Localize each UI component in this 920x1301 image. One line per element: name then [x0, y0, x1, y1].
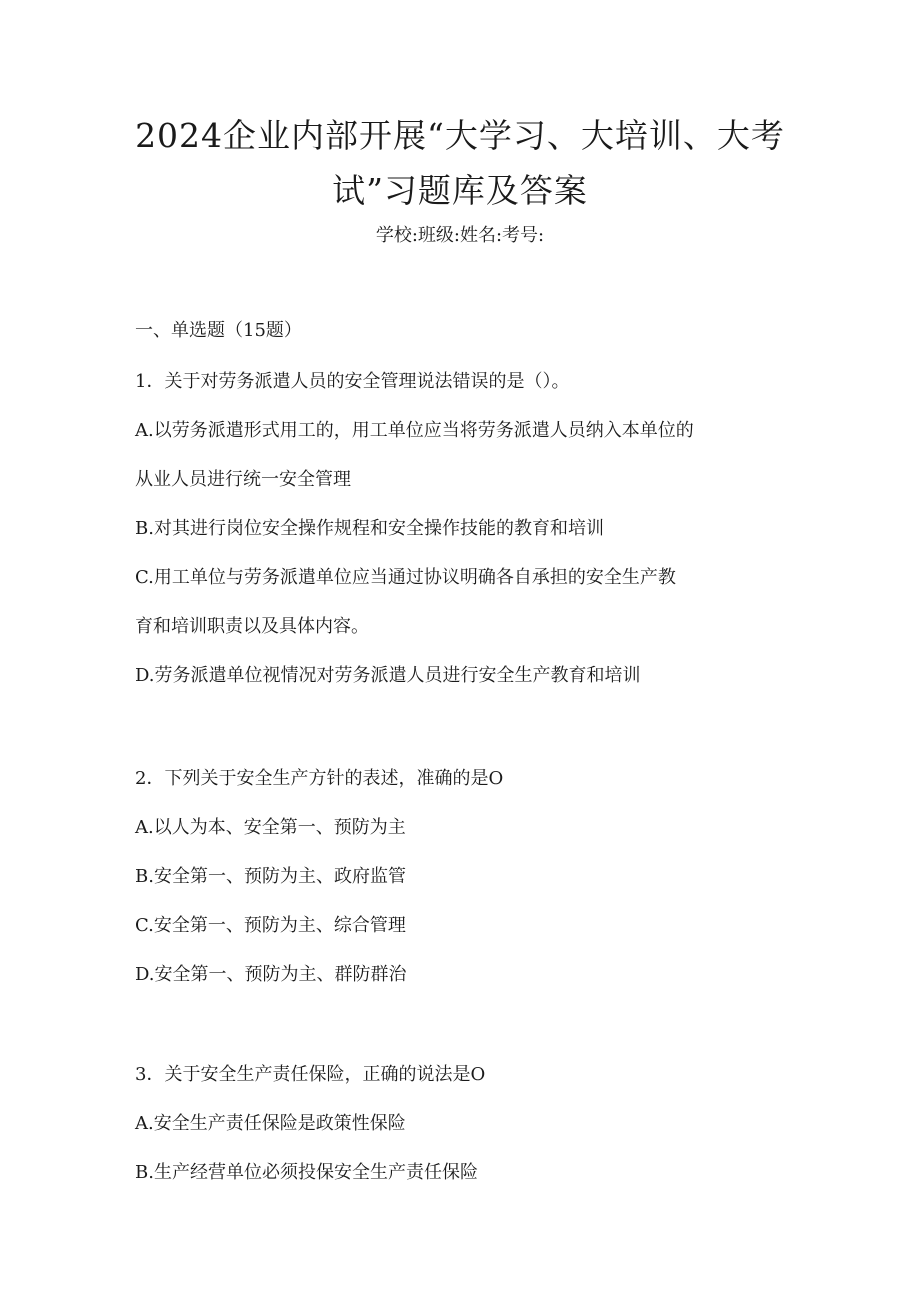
question-2: [135, 766, 775, 1011]
question-1: [135, 369, 775, 712]
option-b: B.生产经营单位必须投保安全生产责任保险: [135, 1162, 478, 1183]
option-c-line-2: 育和培训职责以及具体内容。: [135, 616, 369, 637]
option-b: B.安全第一、预防为主、政府监管: [135, 866, 406, 887]
option-a: A.安全生产责任保险是政策性保险: [135, 1113, 406, 1134]
option-d: D.安全第一、预防为主、群防群治: [135, 964, 407, 985]
option-a-line-1: A.以劳务派遣形式用工的，用工单位应当将劳务派遣人员纳入本单位的: [135, 420, 694, 441]
question-stem: 3．关于安全生产责任保险，正确的说法是O: [135, 1064, 486, 1085]
section-heading: 一、单选题（15题）: [135, 320, 302, 341]
question-stem: 2．下列关于安全生产方针的表述，准确的是O: [135, 768, 504, 789]
option-c: C.安全第一、预防为主、综合管理: [135, 915, 406, 936]
title-line-2: 试”习题库及答案: [332, 171, 588, 210]
option-d: D.劳务派遣单位视情况对劳务派遣人员进行安全生产教育和培训: [135, 665, 641, 686]
option-a-line-2: 从业人员进行统一安全管理: [135, 469, 351, 490]
option-a: A.以人为本、安全第一、预防为主: [135, 817, 406, 838]
question-stem: 1．关于对劳务派遣人员的安全管理说法错误的是（）。: [135, 371, 570, 392]
option-b: B.对其进行岗位安全操作规程和安全操作技能的教育和培训: [135, 518, 604, 539]
student-info-line: 学校:班级:姓名:考号:: [375, 225, 545, 246]
option-c-line-1: C.用工单位与劳务派遣单位应当通过协议明确各自承担的安全生产教: [135, 567, 676, 588]
question-3: [135, 1062, 775, 1209]
title-line-1: 2024企业内部开展“大学习、大培训、大考: [135, 116, 785, 155]
document-title: [100, 108, 820, 218]
